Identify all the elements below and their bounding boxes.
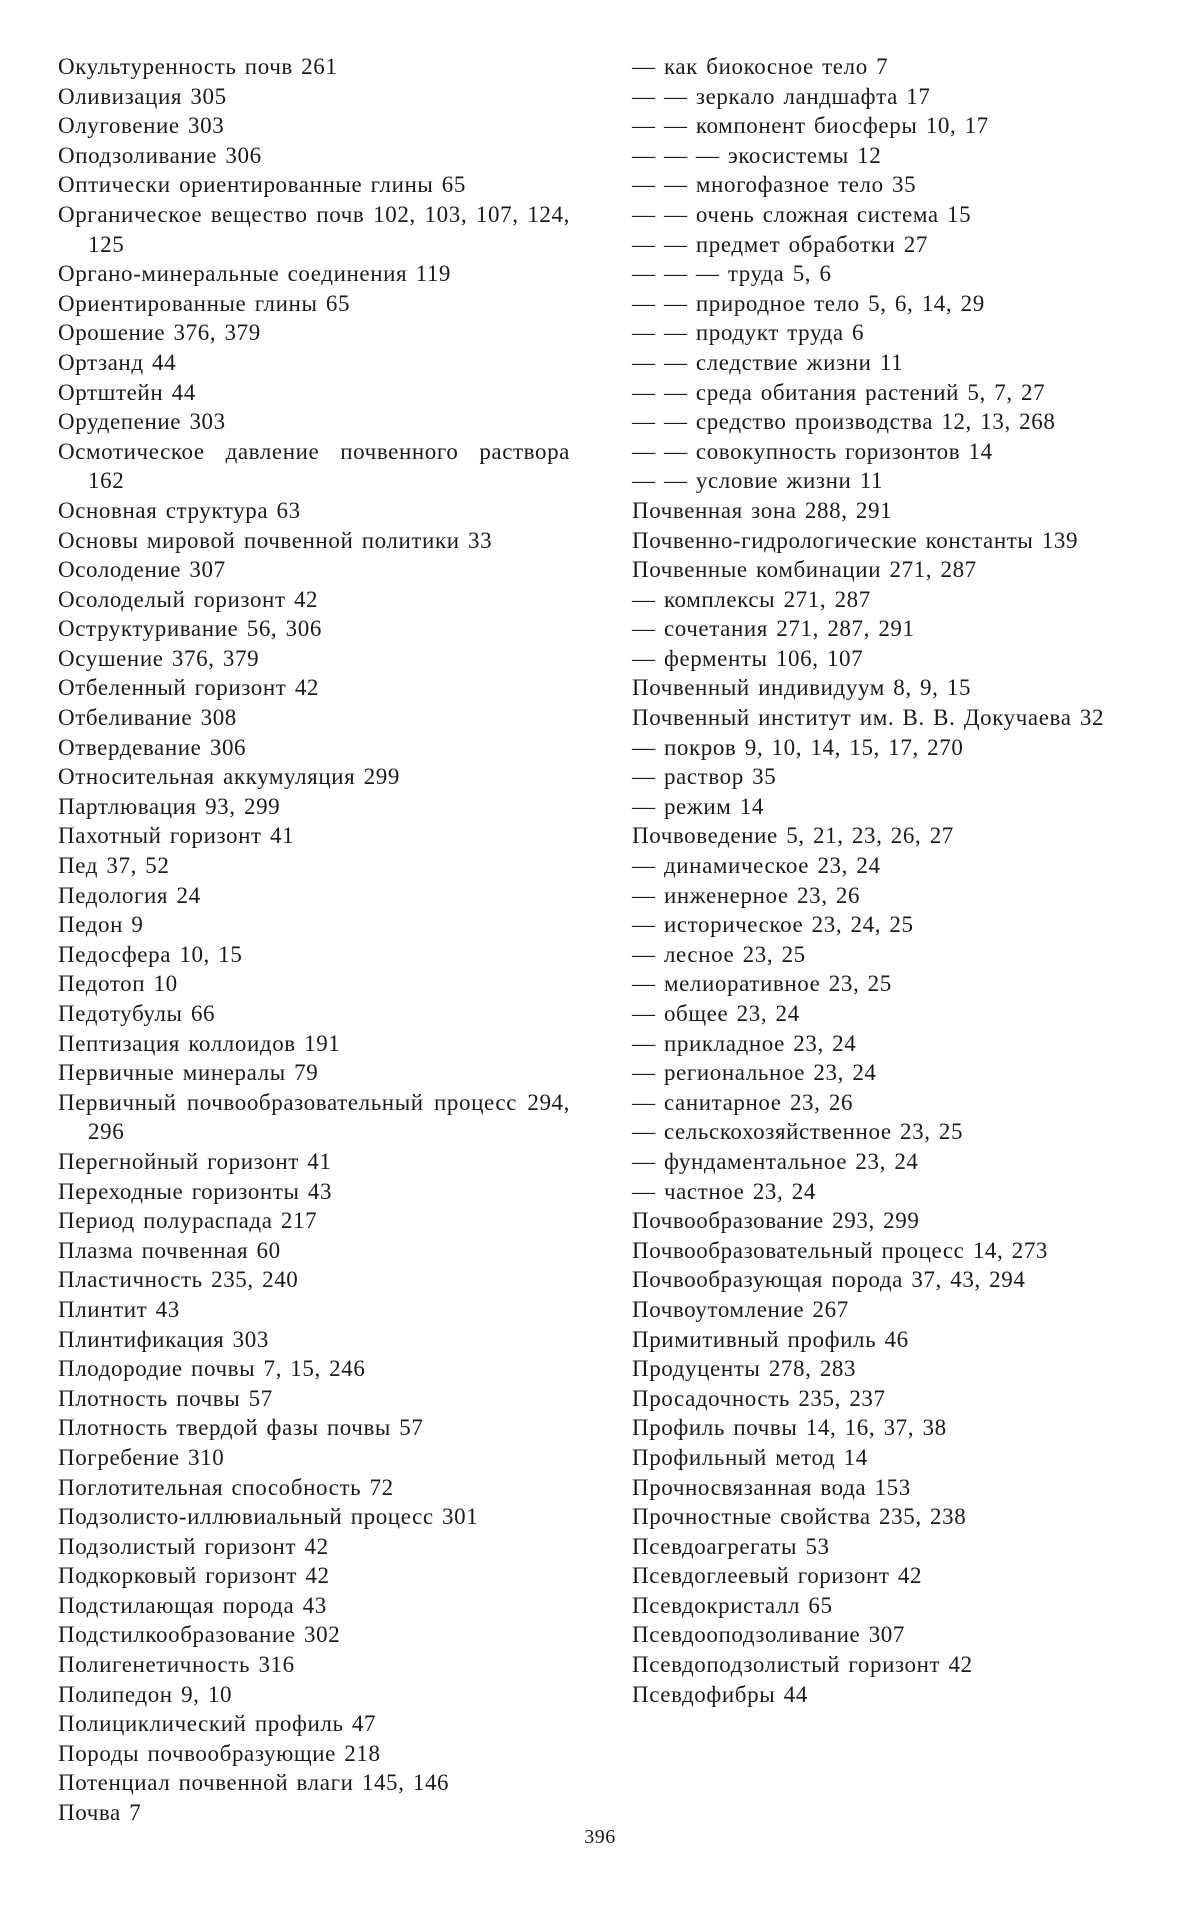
index-entry: Ортштейн 44 — [58, 379, 196, 405]
index-entry: — — следствие жизни 11 — [632, 349, 904, 375]
index-entry: Почвенная зона 288, 291 — [632, 497, 893, 523]
index-entry: Основы мировой почвенной политики 33 — [58, 527, 493, 553]
index-entry: Относительная аккумуляция 299 — [58, 764, 401, 790]
index-entry: Пахотный горизонт 41 — [58, 823, 295, 849]
index-entry: Плотность почвы 57 — [58, 1385, 273, 1411]
index-entry: Подзолистый горизонт 42 — [58, 1533, 329, 1559]
index-entry: Ортзанд 44 — [58, 349, 177, 375]
index-entry: Отбеливание 308 — [58, 705, 237, 731]
index-entry: Профиль почвы 14, 16, 37, 38 — [632, 1415, 947, 1441]
index-entry: Потенциал почвенной влаги 145, 146 — [58, 1770, 450, 1796]
index-entry: Оподзоливание 306 — [58, 142, 262, 168]
index-entry: — частное 23, 24 — [632, 1178, 816, 1204]
index-entry: Педология 24 — [58, 882, 201, 908]
index-entry: Оливизация 305 — [58, 83, 227, 109]
index-entry: — — условие жизни 11 — [632, 468, 884, 494]
index-entry: — раствор 35 — [632, 764, 777, 790]
index-entry: — — компонент биосферы 10, 17 — [632, 113, 989, 139]
index-entry: — динамическое 23, 24 — [632, 853, 881, 879]
index-entry: Органическое вещество почв 102, 103, 107, 124, 125 — [58, 201, 570, 257]
index-entry: Орошение 376, 379 — [58, 320, 261, 346]
index-entry: Перегнойный горизонт 41 — [58, 1148, 332, 1174]
index-entry: Отвердевание 306 — [58, 734, 247, 760]
index-entry: Олуговение 303 — [58, 113, 225, 139]
index-entry: Плодородие почвы 7, 15, 246 — [58, 1356, 366, 1382]
index-entry: — мелиоративное 23, 25 — [632, 971, 892, 997]
index-entry: — — предмет обработки 27 — [632, 231, 928, 257]
index-entry: Полициклический профиль 47 — [58, 1711, 377, 1737]
index-entry: — — продукт труда 6 — [632, 320, 865, 346]
index-entry: — — средство производства 12, 13, 268 — [632, 409, 1056, 435]
index-entry: — инженерное 23, 26 — [632, 882, 861, 908]
index-entry: Полипедон 9, 10 — [58, 1681, 233, 1707]
index-entry: Почвоутомление 267 — [632, 1296, 849, 1322]
index-entry: — как биокосное тело 7 — [632, 54, 889, 79]
index-entry: — — очень сложная система 15 — [632, 201, 972, 227]
index-entry: Почвообразование 293, 299 — [632, 1208, 920, 1234]
index-entry: Орудепение 303 — [58, 409, 226, 435]
index-entry: Псевдоагрегаты 53 — [632, 1533, 830, 1559]
index-entry: — — природное тело 5, 6, 14, 29 — [632, 290, 985, 316]
index-entry: Ориентированные глины 65 — [58, 290, 351, 316]
index-entry: Педон 9 — [58, 912, 144, 938]
index-entry: Прочносвязанная вода 153 — [632, 1474, 911, 1500]
index-column-right — [632, 52, 1152, 1709]
index-entry: — прикладное 23, 24 — [632, 1030, 857, 1056]
index-entry: Прочностные свойства 235, 238 — [632, 1504, 967, 1530]
index-entry: Пластичность 235, 240 — [58, 1267, 299, 1293]
index-entry: — режим 14 — [632, 793, 764, 819]
index-entry: Поглотительная способность 72 — [58, 1474, 394, 1500]
index-entry: Почвоведение 5, 21, 23, 26, 27 — [632, 823, 954, 849]
index-entry: Педотубулы 66 — [58, 1001, 216, 1026]
index-entry: — фундаментальное 23, 24 — [632, 1148, 919, 1174]
index-entry: — — зеркало ландшафта 17 — [632, 83, 931, 109]
index-entry: Просадочность 235, 237 — [632, 1385, 886, 1411]
index-entry: Оптически ориентированные глины 65 — [58, 172, 467, 198]
index-entry: Партлювация 93, 299 — [58, 793, 281, 819]
index-entry: Первичные минералы 79 — [58, 1060, 319, 1086]
index-entry: — ферменты 106, 107 — [632, 645, 864, 671]
index-entry: Подстилкообразование 302 — [58, 1622, 341, 1648]
index-entry: Примитивный профиль 46 — [632, 1326, 909, 1352]
index-entry: — — многофазное тело 35 — [632, 172, 917, 198]
index-column-left — [58, 52, 570, 1828]
index-entry: Плинтит 43 — [58, 1296, 180, 1322]
index-entry: Подзолисто-иллювиальный процесс 301 — [58, 1504, 479, 1530]
index-entry: Почва 7 — [58, 1800, 142, 1826]
index-entry: Оструктуривание 56, 306 — [58, 616, 322, 642]
index-entry: Профильный метод 14 — [632, 1444, 868, 1470]
index-entry: — историческое 23, 24, 25 — [632, 912, 914, 938]
index-entry: Педотоп 10 — [58, 971, 178, 997]
index-entry: — покров 9, 10, 14, 15, 17, 270 — [632, 734, 964, 760]
index-entry: Полигенетичность 316 — [58, 1652, 295, 1678]
index-entry: Псевдоглеевый горизонт 42 — [632, 1563, 923, 1589]
index-entry: Почвенный индивидуум 8, 9, 15 — [632, 675, 972, 701]
index-entry: — санитарное 23, 26 — [632, 1089, 854, 1115]
index-entry: Почвенный институт им. В. В. Докучаева 32 — [632, 705, 1105, 731]
index-entry: Плазма почвенная 60 — [58, 1237, 281, 1263]
index-entry: Отбеленный горизонт 42 — [58, 675, 320, 701]
index-entry: — — — труда 5, 6 — [632, 261, 832, 287]
index-entry: — — среда обитания растений 5, 7, 27 — [632, 379, 1046, 405]
index-entry: — комплексы 271, 287 — [632, 586, 871, 612]
index-entry: Осушение 376, 379 — [58, 645, 260, 671]
index-entry: Продуценты 278, 283 — [632, 1356, 857, 1382]
index-entry: Осолодение 307 — [58, 557, 226, 583]
index-entry: Педосфера 10, 15 — [58, 941, 243, 967]
index-entry: Плотность твердой фазы почвы 57 — [58, 1415, 424, 1441]
index-entry: — сочетания 271, 287, 291 — [632, 616, 915, 642]
index-entry: Пед 37, 52 — [58, 853, 170, 879]
page-number: 396 — [584, 1826, 616, 1848]
index-entry: Осолоделый горизонт 42 — [58, 586, 319, 612]
index-entry: — сельскохозяйственное 23, 25 — [632, 1119, 964, 1145]
index-entry: Погребение 310 — [58, 1444, 225, 1470]
index-entry: Переходные горизонты 43 — [58, 1178, 333, 1204]
index-entry: Почвообразующая порода 37, 43, 294 — [632, 1267, 1026, 1293]
index-entry: Плинтификация 303 — [58, 1326, 269, 1352]
index-entry: Окультуренность почв 261 — [58, 54, 338, 79]
index-entry: Псевдокристалл 65 — [632, 1592, 833, 1618]
index-entry: Почвенно-гидрологические константы 139 — [632, 527, 1079, 553]
index-entry: — — совокупность горизонтов 14 — [632, 438, 993, 464]
index-entry: Органо-минеральные соединения 119 — [58, 261, 452, 287]
index-entry: Подкорковый горизонт 42 — [58, 1563, 330, 1589]
index-entry: — — — экосистемы 12 — [632, 142, 882, 168]
index-entry: — общее 23, 24 — [632, 1001, 800, 1026]
index-entry: Первичный почвообразовательный процесс 294, 296 — [58, 1089, 570, 1145]
index-entry: Псевдооподзоливание 307 — [632, 1622, 905, 1648]
index-entry: Основная структура 63 — [58, 497, 301, 523]
index-entry: Породы почвообразующие 218 — [58, 1740, 381, 1766]
index-entry: Осмотическое давление почвенного раствора 162 — [58, 438, 570, 494]
index-entry: Пептизация коллоидов 191 — [58, 1030, 341, 1056]
index-entry: Подстилающая порода 43 — [58, 1592, 327, 1618]
index-entry: — региональное 23, 24 — [632, 1060, 877, 1086]
index-entry: Период полураспада 217 — [58, 1208, 318, 1234]
index-entry: Почвообразовательный процесс 14, 273 — [632, 1237, 1049, 1263]
index-entry: Почвенные комбинации 271, 287 — [632, 557, 977, 583]
index-entry: Псевдофибры 44 — [632, 1681, 808, 1707]
index-entry: Псевдоподзолистый горизонт 42 — [632, 1652, 973, 1678]
index-entry: — лесное 23, 25 — [632, 941, 806, 967]
